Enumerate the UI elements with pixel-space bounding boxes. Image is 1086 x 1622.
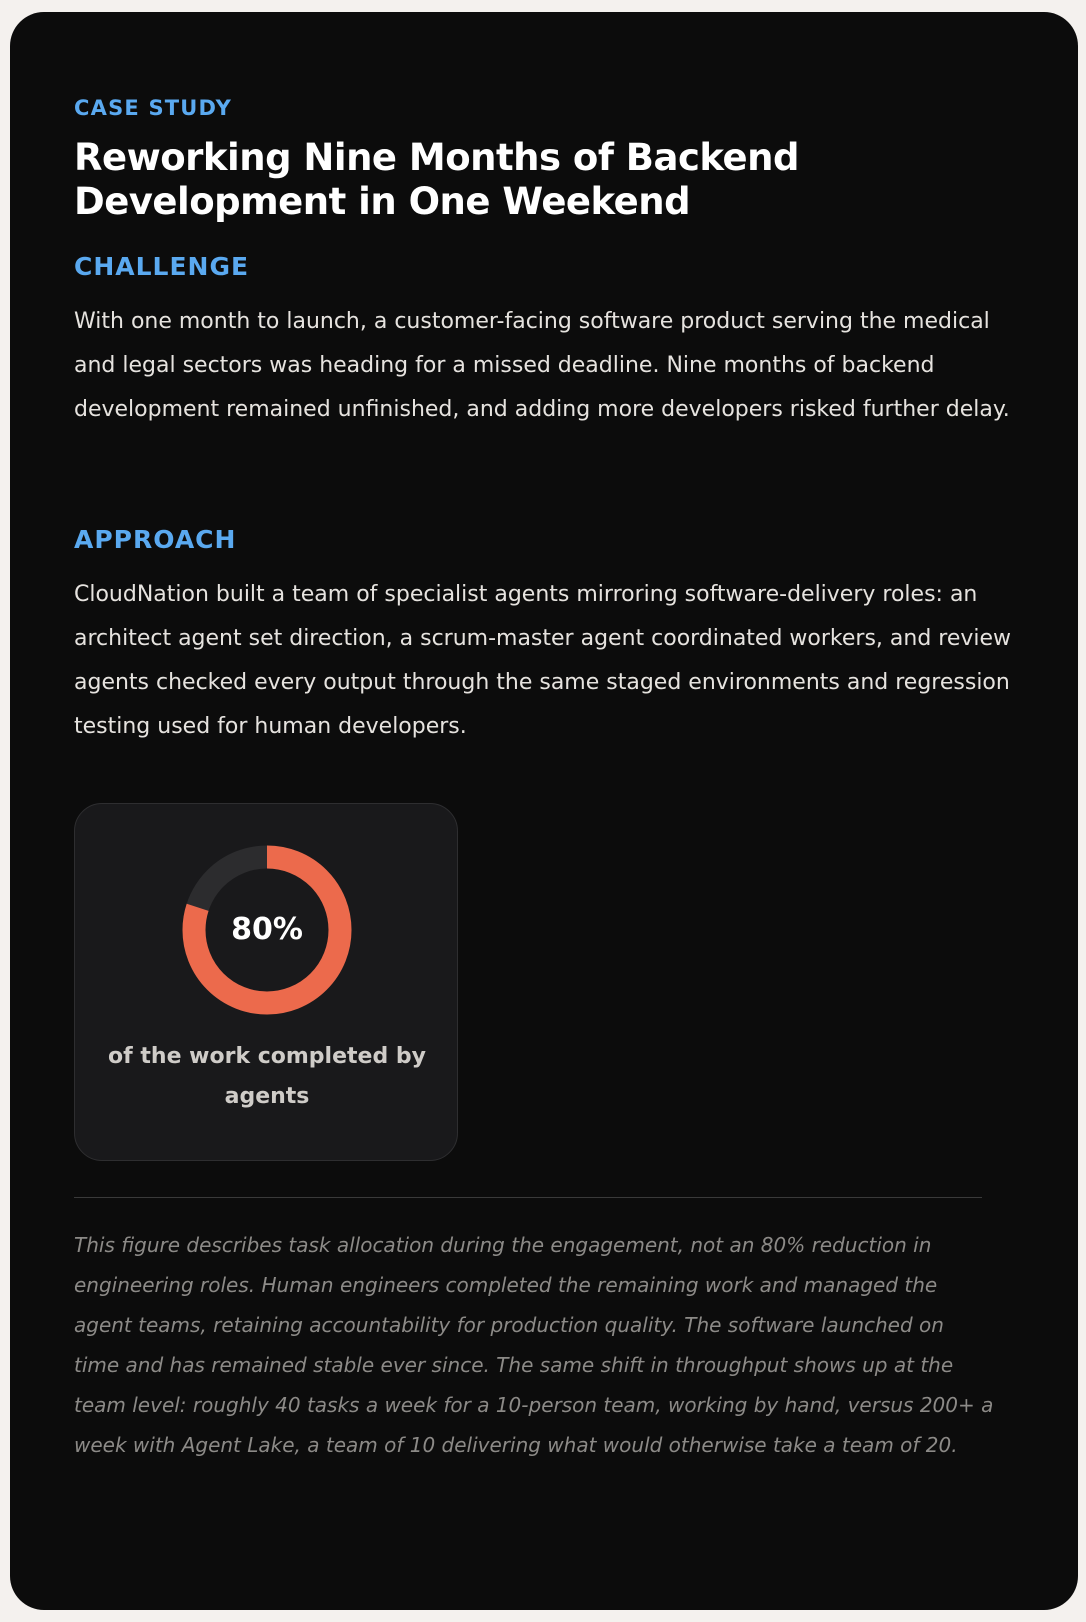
case-study-card	[10, 12, 1078, 1610]
stat-value: 80%	[231, 912, 303, 947]
page-title: Reworking Nine Months of Backend Development in One Weekend	[74, 136, 799, 223]
stat-caption: of the work completed by agents	[108, 1044, 426, 1109]
challenge-heading: CHALLENGE	[74, 252, 250, 281]
approach-body: CloudNation built a team of specialist agents mirroring software-delivery roles: an architect agent set direction, a scrum-master agent coordinated workers, and review agents checked every output through the same staged environments and regression testing used for human developers.	[74, 582, 1012, 739]
challenge-body: With one month to launch, a customer-facing software product serving the medical and legal sectors was heading for a missed deadline. Nine months of backend development remained unfinished, and adding more developers risked further delay.	[74, 309, 1010, 422]
stat-card	[74, 803, 458, 1161]
approach-heading: APPROACH	[74, 525, 237, 554]
footnote: This figure describes task allocation during the engagement, not an 80% reduction in engineering roles. Human engineers completed the remaining work and managed the agent teams, retaining accountability for production quality. The software launched on time and has remained stable ever since. The same shift in throughput shows up at the team level: roughly 40 tasks a week for a 10-person team, working by hand, versus 200+ a week with Agent Lake, a team of 10 delivering what would otherwise take a team of 20.	[74, 1233, 994, 1457]
eyebrow-label: CASE STUDY	[74, 96, 233, 120]
divider	[74, 1197, 982, 1198]
